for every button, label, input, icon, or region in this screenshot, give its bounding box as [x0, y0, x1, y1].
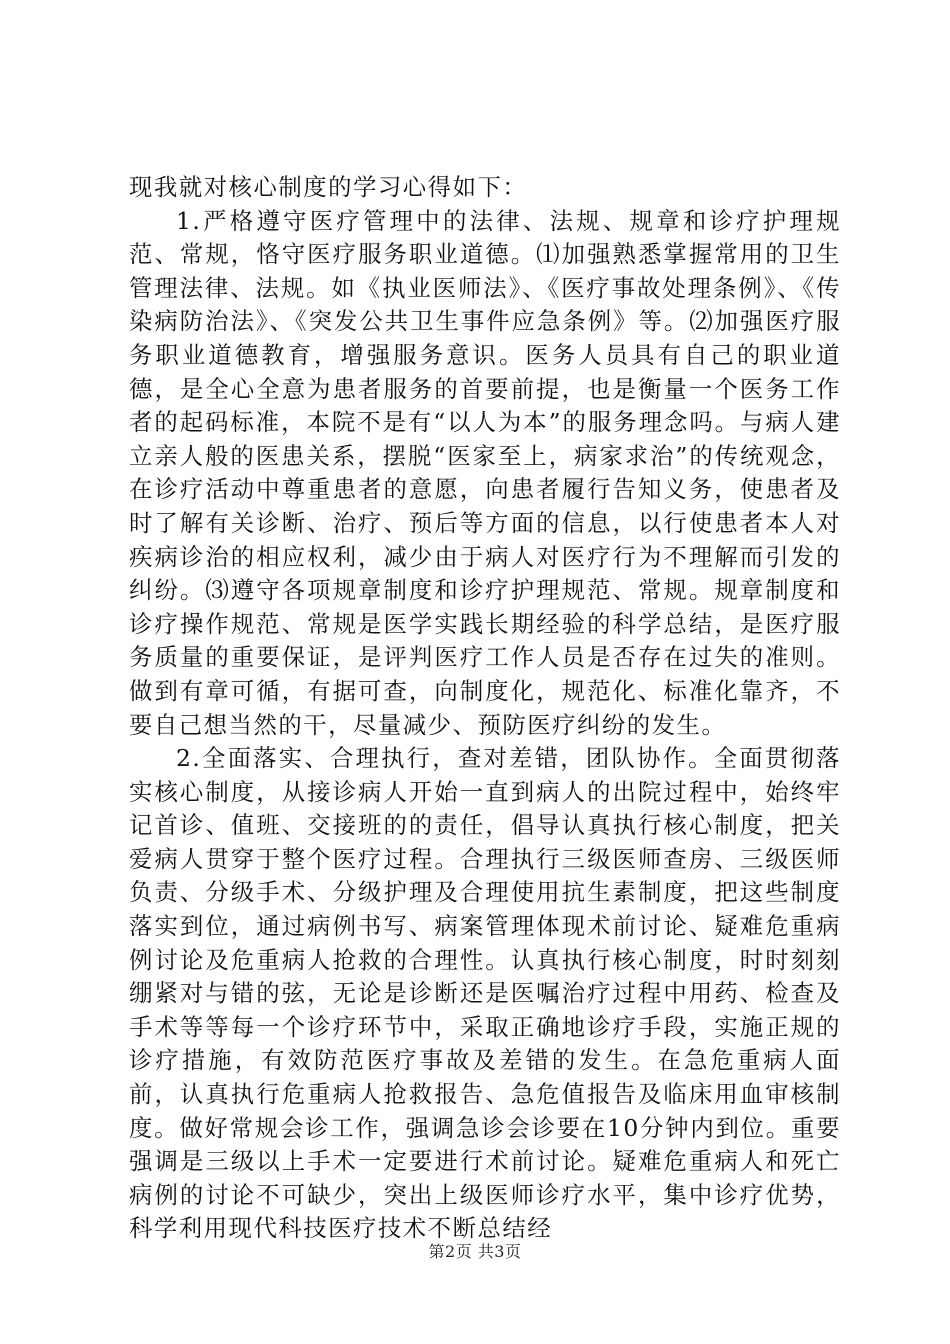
page-footer: 第2页 共3页: [428, 1242, 522, 1261]
document-body: [129, 171, 841, 1246]
intro-paragraph: 现我就对核心制度的学习心得如下：: [129, 173, 528, 201]
paragraph-2: 2.全面落实、合理执行，查对差错，团队协作。全面贯彻落实核心制度，从接诊病人开始一直到病人的出院过程中，始终牢记首诊、值班、交接班的的责任，倡导认真执行核心制度，把关爱病人贯穿于整个医疗过程。合理执行三级医师查房、三级医师负责、分级手术、分级护理及合理使用抗生素制度，把这些制度落实到位，通过病例书写、病案管理体现术前讨论、疑难危重病例讨论及危重病人抢救的合理性。认真执行核心制度，时时刻刻绷紧对与错的弦，无论是诊断还是医嘱治疗过程中用药、检查及手术等等每一个诊疗环节中，采取正确地诊疗手段，实施正规的诊疗措施，有效防范医疗事故及差错的发生。在急危重病人面前，认真执行危重病人抢救报告、急危值报告及临床用血审核制度。做好常规会诊工作，强调急诊会诊要在10分钟内到位。重要强调是三级以上手术一定要进行术前讨论。疑难危重病人和死亡病例的讨论不可缺少，突出上级医师诊疗水平，集中诊疗优势，科学利用现代科技医疗技术不断总结经: [129, 744, 841, 1243]
paragraph-1: 1.严格遵守医疗管理中的法律、法规、规章和诊疗护理规范、常规，恪守医疗服务职业道德。⑴加强熟悉掌握常用的卫生管理法律、法规。如《执业医师法》、《医疗事故处理条例》、《传染病防治法》、《突发公共卫生事件应急条例》等。⑵加强医疗服务职业道德教育，增强服务意识。医务人员具有自己的职业道德，是全心全意为患者服务的首要前提，也是衡量一个医务工作者的起码标准，本院不是有“以人为本”的服务理念吗。与病人建立亲人般的医患关系，摆脱“医家至上，病家求治”的传统观念，在诊疗活动中尊重患者的意愿，向患者履行告知义务，使患者及时了解有关诊断、治疗、预后等方面的信息，以行使患者本人对疾病诊治的相应权利，减少由于病人对医疗行为不理解而引发的纠纷。⑶遵守各项规章制度和诊疗护理规范、常规。规章制度和诊疗操作规范、常规是医学实践长期经验的科学总结，是医疗服务质量的重要保证，是评判医疗工作人员是否存在过失的准则。做到有章可循，有据可查，向制度化，规范化、标准化靠齐，不要自己想当然的干，尽量减少、预防医疗纠纷的发生。: [129, 206, 841, 739]
